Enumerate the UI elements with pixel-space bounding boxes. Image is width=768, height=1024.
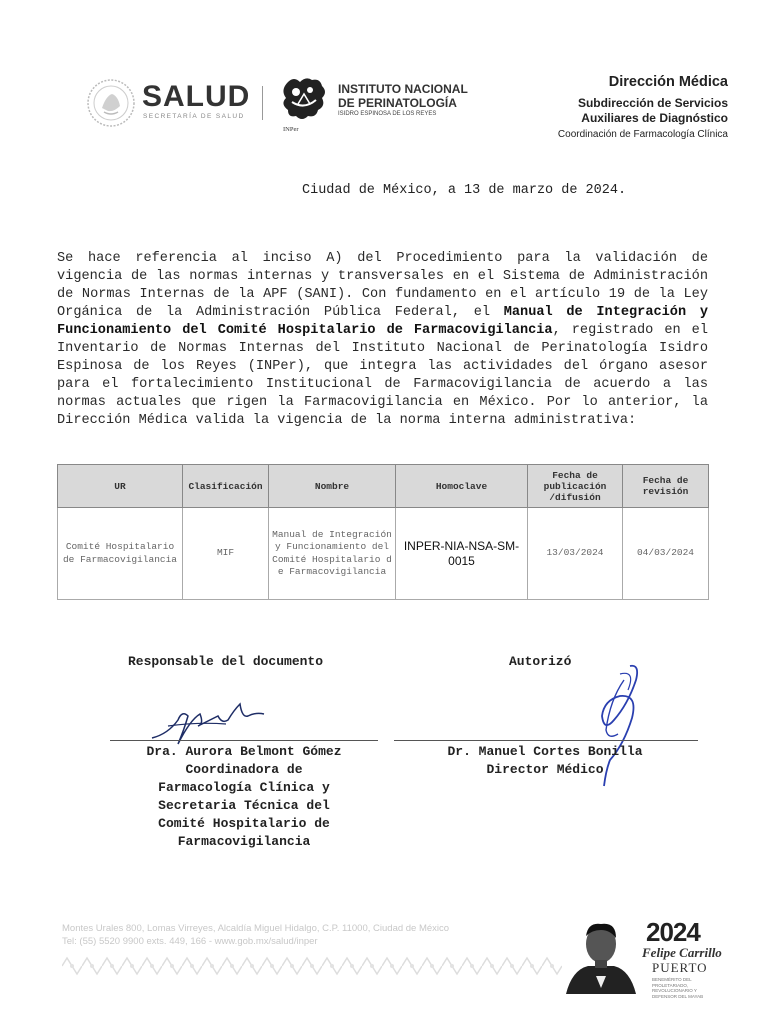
col-header-homoclave: Homoclave — [396, 465, 528, 508]
col-header-fecha-publicacion: Fecha de publicación /difusión — [528, 465, 623, 508]
norm-table — [57, 464, 709, 600]
responsible-role-line5: Farmacovigilancia — [177, 834, 311, 849]
subdirection-line1: Subdirección de Servicios — [577, 96, 728, 110]
authorizer-name: Dr. Manuel Cortes Bonilla — [447, 744, 643, 759]
authorizer-block — [390, 743, 700, 779]
body-text-part2: , registrado en el Inventario de Normas Internas del Instituto Nacional de Perinatología Isidro Espinosa de los Reyes (INPer), que integra las actividades del órgano asesor para el fortalecimiento Institucional de Farmacovigilancia de acuerdo a las normas actuales que rigen la Farmacovigilancia en México. Por lo anterior, la Dirección Médica valida la vigencia de la norma interna administrativa: — [57, 323, 708, 428]
inper-logo-icon — [278, 74, 330, 132]
cell-fecha-revision: 04/03/2024 — [623, 508, 709, 600]
cell-fecha-publicacion: 13/03/2024 — [528, 508, 623, 600]
cell-ur: Comité Hospitalario de Farmacovigilancia — [58, 508, 183, 600]
cell-homoclave: INPER-NIA-NSA-SM-0015 — [396, 508, 528, 600]
inper-short-name: INPer — [283, 126, 299, 133]
manual-title: Manual de Integración y Funcionamiento del Comité Hospitalario de Farmacovigilancia — [57, 305, 708, 338]
footer-decorative-pattern — [62, 955, 562, 977]
footer-address-line2: Tel: (55) 5520 9900 exts. 449, 166 - www.gob.mx/salud/inper — [62, 936, 318, 947]
col-header-clasificacion: Clasificación — [183, 465, 269, 508]
salud-wordmark: SALUD — [142, 80, 251, 113]
institute-name-line1: INSTITUTO NACIONAL — [338, 82, 468, 96]
responsible-role-line3: Secretaria Técnica del — [158, 798, 330, 813]
coordination-title: Coordinación de Farmacología Clínica — [557, 129, 728, 140]
responsible-role-line2: Farmacología Clínica y — [158, 780, 330, 795]
direction-title: Dirección Médica — [608, 74, 728, 90]
col-header-fecha-revision: Fecha de revisión — [623, 465, 709, 508]
subdirection-line2: Auxiliares de Diagnóstico — [581, 111, 728, 125]
body-text-part1: Se hace referencia al inciso A) del Procedimiento para la validación de vigencia de las normas internas y transversales en el Sistema de Administración de Normas Internas de la APF (SANI). Con fundamento en el artículo 19 de la Ley Orgánica de la Administración Pública Federal, el — [57, 251, 708, 320]
commemorative-name: Felipe Carrillo — [642, 945, 722, 960]
letter-body — [57, 250, 708, 430]
place-date: Ciudad de México, a 13 de marzo de 2024. — [302, 183, 627, 198]
commemorative-surname: PUERTO — [652, 960, 708, 975]
responsible-name: Dra. Aurora Belmont Gómez — [146, 744, 342, 759]
year-logo: 2024 — [646, 917, 700, 947]
institute-subname: ISIDRO ESPINOSA DE LOS REYES — [338, 111, 437, 117]
table-header-row — [58, 465, 709, 508]
header-divider — [262, 86, 263, 120]
salud-subtitle: SECRETARÍA DE SALUD — [143, 113, 245, 120]
footer-address-line1: Montes Urales 800, Lomas Virreyes, Alcaldía Miguel Hidalgo, C.P. 11000, Ciudad de México — [62, 923, 450, 934]
commemorative-caption: BENEMÉRITO DEL PROLETARIADO, REVOLUCIONARIO Y DEFENSOR DEL MAYAB — [652, 977, 704, 999]
table-row — [58, 508, 709, 600]
portrait-icon — [566, 916, 636, 994]
responsible-role-line1: Coordinadora de — [185, 762, 303, 777]
col-header-nombre: Nombre — [269, 465, 396, 508]
cell-nombre: Manual de Integración y Funcionamiento del Comité Hospitalario de Farmacovigilancia — [269, 508, 396, 600]
authorized-heading: Autorizó — [509, 654, 572, 669]
responsible-role-line4: Comité Hospitalario de — [158, 816, 330, 831]
responsible-heading: Responsable del documento — [128, 654, 324, 669]
mexico-seal-icon — [86, 78, 136, 128]
authorizer-role: Director Médico — [486, 762, 604, 777]
footer-address — [62, 922, 449, 948]
responsible-block — [100, 743, 388, 851]
authorizer-signature-line — [394, 740, 698, 741]
responsible-signature-line — [110, 740, 378, 741]
institute-name-line2: DE PERINATOLOGÍA — [338, 96, 457, 110]
col-header-ur: UR — [58, 465, 183, 508]
cell-clasificacion: MIF — [183, 508, 269, 600]
